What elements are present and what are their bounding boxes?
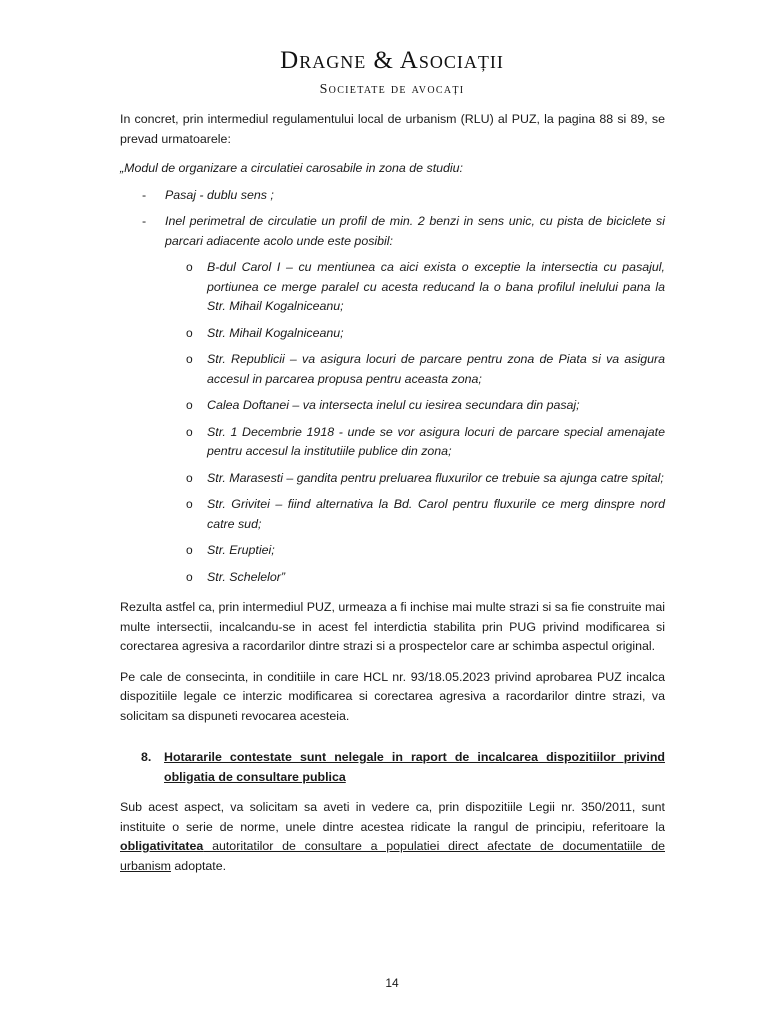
intro-paragraph: In concret, prin intermediul regulamentului local de urbanism (RLU) al PUZ, la pagina 88 si 89, se prevad urmatoarele:: [120, 112, 665, 146]
page-number: 14: [385, 976, 399, 990]
dash-item-text: Pasaj - dublu sens ;: [165, 187, 274, 202]
dash-marker: -: [142, 214, 147, 228]
street-item-text: Str. Schelelor”: [207, 569, 286, 584]
firm-name: Dragne & Asociații: [280, 47, 504, 74]
final-paragraph: [120, 798, 665, 876]
street-item-text: Str. Republicii – va asigura locuri de parcare pentru zona de Piata si va asigura accesul in parcarea propusa pentru aceasta zona;: [207, 352, 665, 386]
quote-opening: „Modul de organizare a circulatiei carosabile in zona de studiu:: [120, 161, 463, 175]
street-item-text: Str. Marasesti – gandita pentru preluarea fluxurilor ce trebuie sa ajunga catre spital;: [207, 470, 664, 485]
section-title: Hotararile contestate sunt nelegale in raport de incalcarea dispozitiilor privind obligatia de consultare publica: [164, 750, 665, 784]
result-paragraph: Rezulta astfel ca, prin intermediul PUZ, urmeaza a fi inchise mai multe strazi si sa fie construite mai multe intersectii, incalcandu-se in acest fel interdictia stabilita prin PUG privind modificarea si corectarea agresiva a racordarilor dintre strazi si a prospectelor care ar schimba aspectul original.: [120, 600, 665, 653]
firm-subtitle: Societate de avocați: [319, 82, 465, 97]
final-paragraph-part2: autoritatilor de consultare a populatiei direct afectate de documentatiile de urbanism: [120, 839, 665, 873]
document-body: [120, 110, 665, 876]
section-number: 8.: [141, 750, 152, 764]
final-paragraph-part3: adoptate.: [170, 858, 227, 873]
final-paragraph-part1: Sub acest aspect, va solicitam sa aveti in vedere ca, prin dispozitiile Legii nr. 350/2011, sunt instituite o serie de norme, unele dintre acestea ridicate la rangul de principiu, referitoare la: [120, 800, 665, 834]
street-item-text: Str. 1 Decembrie 1918 - unde se vor asigura locuri de parcare special amenajate pentru accesul la institutiile publice din zona;: [207, 424, 665, 458]
street-item-text: Calea Doftanei – va intersecta inelul cu iesirea secundara din pasaj;: [207, 398, 580, 412]
quoted-regulation: [120, 159, 665, 587]
letterhead: [0, 46, 784, 98]
circle-bullet-icon: o: [186, 569, 193, 584]
street-list-item: [186, 423, 665, 462]
emphasis-obligativitatea: obligativitatea: [120, 839, 204, 853]
circle-bullet-icon: o: [186, 352, 193, 366]
circle-bullet-icon: o: [186, 260, 193, 274]
circle-bullet-icon: o: [186, 497, 193, 511]
street-list-item: [186, 324, 665, 344]
street-list-item: [186, 350, 665, 389]
street-item-text: Str. Mihail Kogalniceanu;: [207, 325, 344, 340]
dash-list-item: [120, 186, 665, 206]
street-list-item: [186, 396, 665, 416]
street-list-item: [186, 541, 665, 561]
street-list-item: [186, 495, 665, 534]
street-item-text: B-dul Carol I – cu mentiunea ca aici exista o exceptie la intersectia cu pasajul, portiunea ce merge paralel cu acesta reducand la o bana profilul inelului pana la Str. Mihail Kogalniceanu;: [207, 260, 665, 313]
dash-list-item: [120, 212, 665, 251]
street-list-item: [186, 258, 665, 317]
circle-bullet-icon: o: [186, 325, 193, 340]
circle-bullet-icon: o: [186, 424, 193, 439]
circle-bullet-icon: o: [186, 470, 193, 485]
dash-item-text: Inel perimetral de circulatie un profil de min. 2 benzi in sens unic, cu pista de biciclete si parcari adiacente acolo unde este posibil:: [165, 214, 665, 248]
street-list-item: [186, 469, 665, 489]
circle-bullet-icon: o: [186, 398, 193, 412]
circle-bullet-icon: o: [186, 543, 193, 557]
consequence-paragraph: Pe cale de consecinta, in conditiile in care HCL nr. 93/18.05.2023 privind aprobarea PUZ incalca dispozitiile legale ce interzic modificarea si corectarea agresiva a racordarilor dintre strazi, va solicitam sa dispuneti revocarea acesteia.: [120, 669, 665, 723]
street-list-item: [186, 568, 665, 588]
street-item-text: Str. Grivitei – fiind alternativa la Bd. Carol pentru fluxurile ce merg dinspre nord catre sud;: [207, 497, 665, 531]
section-heading: [120, 748, 665, 787]
street-list: [186, 258, 665, 587]
street-item-text: Str. Eruptiei;: [207, 543, 275, 557]
dash-marker: -: [142, 187, 147, 202]
